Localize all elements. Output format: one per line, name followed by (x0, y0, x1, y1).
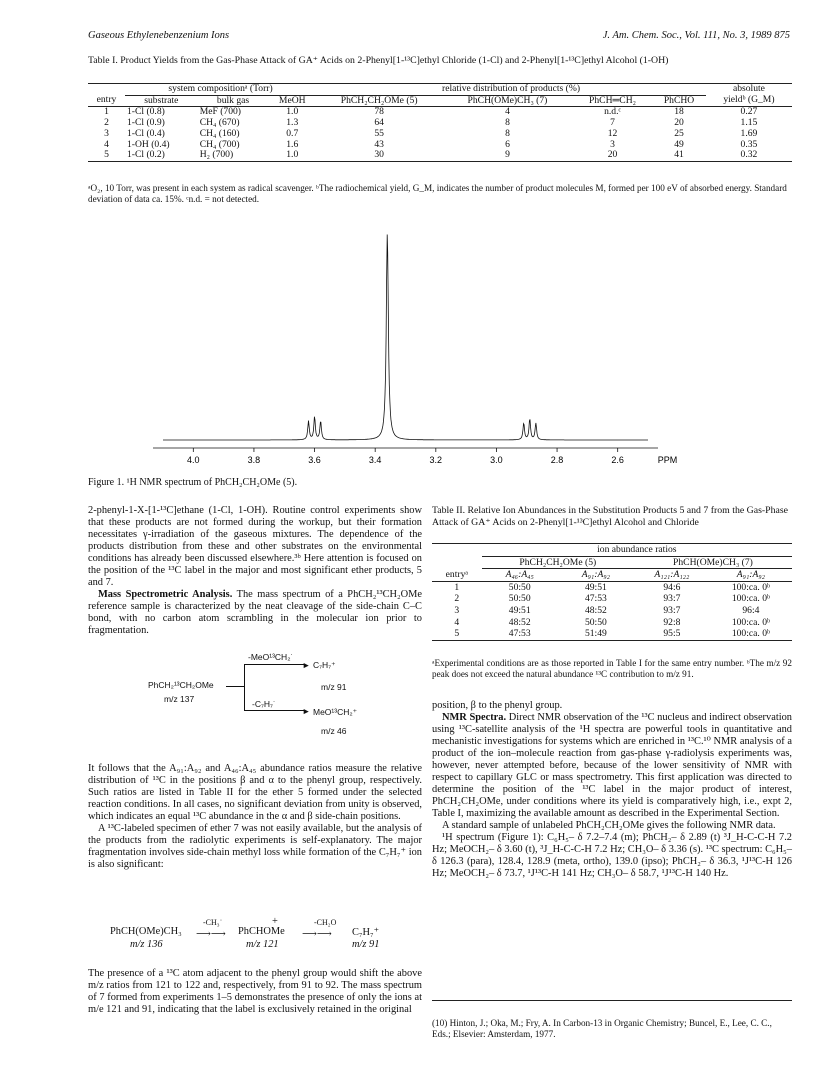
table2-col-header: A₉₁:A₉₂ (581, 569, 610, 581)
right-column (432, 700, 792, 880)
table1-cell: CH₄ (160) (199, 127, 240, 139)
table1-cell: 6 (505, 138, 510, 150)
table1-cell: 64 (374, 117, 384, 129)
table2-cell: 100:ca. 0ᵇ (731, 616, 770, 628)
table1-cell: 9 (505, 149, 510, 161)
table1-cell: MeF (700) (199, 106, 242, 118)
fragmentation-scheme-1: PhCH₂¹³CH₂OMe m/z 137 ► ► -MeO¹³CH₂˙ C₇H₇⁺ m/z 91 -C₇H₇˙ MeO¹³CH₂⁺ m/z 46 (148, 652, 358, 736)
table1-row (88, 150, 792, 161)
scheme1-product-top-mz: m/z 91 (321, 682, 347, 692)
scheme1-parent-mz: m/z 137 (164, 694, 195, 704)
table2 (432, 543, 792, 641)
table1-cell: 1.6 (286, 138, 299, 150)
table1-cell: 30 (374, 149, 384, 161)
figure1-caption: Figure 1. ¹H NMR spectrum of PhCH₂CH₂OMe (5). (88, 477, 298, 488)
table1-col-header: bulk gas (216, 94, 250, 106)
table1-cell: 43 (374, 138, 384, 150)
table2-cell: 50:50 (508, 593, 531, 605)
table2-cell: 51:49 (584, 628, 607, 640)
scheme2-ether7: PhCH(OMe)CH₃ (110, 926, 182, 937)
table1-row (88, 129, 792, 140)
table1-cell: 0.27 (740, 106, 758, 118)
table1-cell: 7 (610, 117, 615, 129)
table1-cell: 49 (674, 138, 684, 150)
nmr-tick-label: 3.0 (490, 455, 503, 465)
table2-cell: 5 (454, 628, 460, 640)
nmr-tick-label: 4.0 (187, 455, 200, 465)
table1-cell: 1.3 (286, 117, 299, 129)
table1-cell: 1-Cl (0.9) (126, 117, 165, 129)
table2-cell: 50:50 (584, 616, 607, 628)
table1-cell: 4 (104, 138, 109, 150)
table1 (88, 83, 792, 162)
table1-cell: 78 (374, 106, 384, 118)
table1-cell: 55 (374, 127, 384, 139)
table2-cell: 93:7 (663, 604, 681, 616)
table1-row (88, 118, 792, 129)
nmr-tick-label: 3.6 (308, 455, 321, 465)
table2-col-header: A₉₁:A₉₂ (736, 569, 766, 581)
table2-col-header: A₁₂₁:A₁₂₂ (654, 569, 690, 581)
table1-cell: 1-Cl (0.2) (126, 149, 165, 161)
nmr-tick-label: 3.4 (368, 455, 382, 465)
table1-col-header: PhCH(OMe)CH₃ (7) (467, 94, 548, 106)
table1-cell: 2 (104, 117, 109, 129)
table2-cell: 47:53 (508, 628, 531, 640)
table2-cell: 4 (454, 616, 460, 628)
scheme2-ether7-mz: m/z 136 (130, 939, 163, 950)
table2-cell: 2 (454, 593, 460, 605)
nmr-tick-label: 3.8 (247, 455, 261, 465)
table1-caption: Table I. Product Yields from the Gas-Phase Attack of GA⁺ Acids on 2-Phenyl[1-¹³C]ethyl Chloride (1-Cl) and 2-Phenyl[1-¹³C]ethyl Alcohol (1-OH) (88, 55, 669, 66)
nmr-figure (88, 220, 792, 470)
table2-sub5: PhCH₂CH₂OMe (5) (482, 556, 634, 569)
table1-cell: 8 (505, 117, 510, 129)
table1-cell: 4 (505, 106, 510, 118)
table2-cell: 93:7 (663, 593, 681, 605)
table2-row (432, 605, 792, 617)
table1-footnote: ᵃO₂, 10 Torr, was present in each system as radical scavenger. ᵇThe radiochemical yield, G_M, indicates the number of product molecules M, formed per 100 eV of absorbed energy. Standard deviation of data ca. 15%. ᶜn.d. = not detected. (88, 183, 787, 204)
table2-cell: 95:5 (663, 628, 681, 640)
table2-caption: Table II. Relative Ion Abundances in the Substitution Products 5 and 7 from the Gas-Phase Attack of GA⁺ Acids on 2-Phenyl[1-¹³C]ethyl Alcohol and Chloride (432, 505, 789, 528)
table2-footnote: ᵃExperimental conditions are as those reported in Table I for the same entry number. ᵇThe m/z 92 peak does not exceed the natural abundance ¹³C contribution to m/z 91. (432, 658, 792, 679)
reference-10: (10) Hinton, J.; Oka, M.; Fry, A. In Carbon-13 in Organic Chemistry; Buncel, E., Lee, C. C., Eds.; Elsevier: Amsterdam, 1977. (432, 1018, 772, 1039)
table2-cell: 48:52 (584, 604, 607, 616)
nmr-trace (163, 235, 648, 441)
table1-cell: 41 (674, 149, 684, 161)
table2-cell: 48:52 (508, 616, 531, 628)
journal-citation: J. Am. Chem. Soc., Vol. 111, No. 3, 1989 875 (602, 30, 790, 41)
table1-cell: 1-OH (0.4) (126, 138, 170, 150)
table1-row (88, 140, 792, 151)
scheme2-arrow2-label: -CH₂O (314, 918, 337, 927)
table2-sub7: PhCH(OMe)CH₃ (7) (634, 556, 792, 569)
table2-cell: 94:6 (663, 581, 681, 593)
left-paragraph-3: It follows that the A₉₁:A₉₂ and A₄₆:A₄₅ abundance ratios measure the relative distribution of ¹³C in the positions β and α to the phenyl group, respectively. Such ratios are listed in Table II for the ether 5 formed under the selected reaction conditions. In all cases, no significant deviation from unity is observed, which indicates an equal ¹³C abundance in the α and β side-chain positions. (88, 763, 422, 822)
right-paragraph-3: A standard sample of unlabeled PhCH₂CH₂OMe gives the following NMR data. (442, 820, 776, 831)
table2-cell: 96:4 (742, 604, 760, 616)
right-paragraph-1: position, β to the phenyl group. (432, 700, 563, 711)
table1-cell: 8 (505, 127, 510, 139)
left-column-cont (88, 763, 422, 871)
table1-col-header: entry (96, 94, 117, 106)
scheme1-product-bottom: MeO¹³CH₂⁺ (313, 707, 358, 717)
table1-cell: 3 (610, 138, 615, 150)
table2-group: ion abundance ratios (482, 544, 792, 557)
scheme2-plus: + (272, 916, 278, 927)
scheme1-loss-bottom: -C₇H₇˙ (252, 699, 276, 709)
table1-cell: CH₄ (670) (199, 117, 240, 129)
nmr-tick-label: 3.2 (429, 455, 443, 465)
table1-cell: 18 (674, 106, 684, 118)
table1-cell: n.d.ᶜ (604, 106, 621, 118)
scheme2-intermediate: PhCHOMe (238, 926, 285, 937)
table2-cell: 49:51 (584, 581, 607, 593)
right-paragraph-4: ¹H spectrum (Figure 1): C₆H₅– δ 7.2–7.4 (m); PhCH₂– δ 2.89 (t) ³J_H-C-C-H 7.2 Hz; MeOCH₂– δ 3.60 (t), ³J_H-C-C-H 7.2 Hz; CH₃O– δ 3.36 (s). ¹³C spectrum: C₆H₅– δ 126.3 (para), 128.4, 128.9 (meta, ortho), 139.0 (ipso); PhCH₂– δ 36.3, ¹J¹³C-H 126 Hz; MeOCH₂– δ 73.7, ¹J¹³C-H 141 Hz; CH₃O– δ 58.7, ¹J¹³C-H 140 Hz. (432, 832, 792, 879)
right-paragraph-2: Direct NMR observation of the ¹³C nucleus and indirect observation using ¹³C-satellite analysis of the ¹H spectra are powerful tools in quantitative and mechanistic investigations for systems which are enriched in ¹³C.¹⁰ NMR analysis of a product of the ion–molecule reaction from gas-phase γ-radiolysis experiments was, however, never attempted before, because of the lower sensitivity of NMR with respect to capillary GLC or mass spectrometry. This first application was directed to determine the position of the ¹³C label in the major product of interest, PhCH₂CH₂OMe, under conditions where its yield is comparatively high, i.e., expt 2, Table I, maximizing the available amount as described in the Experimental Section. (432, 712, 792, 819)
table1-col-header: PhCH₂CH₂OMe (5) (340, 94, 418, 106)
table2-row (432, 617, 792, 629)
left-column (88, 505, 422, 637)
table1-cell: 0.32 (740, 149, 758, 161)
table1-cell: 1.0 (286, 149, 299, 161)
nmr-tick-label: 2.8 (550, 455, 564, 465)
table2-cell: 49:51 (508, 604, 531, 616)
running-title: Gaseous Ethylenebenzenium Ions (88, 30, 230, 41)
table2-row (432, 593, 792, 605)
table1-cell: 20 (674, 117, 684, 129)
table1-cell: 25 (674, 127, 684, 139)
table1-cell: 1-Cl (0.4) (126, 127, 165, 139)
table1-cell: 20 (607, 149, 618, 161)
table1-cell: 0.7 (286, 127, 299, 139)
mass-spec-heading: Mass Spectrometric Analysis. (98, 589, 233, 600)
left-paragraph-5: The presence of a ¹³C atom adjacent to the phenyl group would shift the above m/z ratios from 121 to 122 and, respectively, from 91 to 92. The mass spectrum of 7 formed from experiments 1–5 demonstrates the presence of only the ions at m/e 121 and 91, indicating that the label is exclusively retained in the original (88, 968, 422, 1015)
scheme2-intermediate-mz: m/z 121 (246, 939, 279, 950)
table1-cell: 1 (104, 106, 109, 118)
table1-group-relative: relative distribution of products (%) (316, 84, 706, 96)
scheme2-arrow1-label: -CH₃˙ (203, 918, 223, 927)
table1-col-header: substrate (144, 94, 179, 106)
table2-cell: 1 (454, 581, 460, 593)
scheme1-parent: PhCH₂¹³CH₂OMe (148, 680, 214, 690)
table1-row (88, 107, 792, 118)
table1-col-header: PhCH═CH₂ (589, 94, 636, 106)
table1-cell: CH₄ (700) (199, 138, 240, 150)
scheme1-loss-top: -MeO¹³CH₂˙ (248, 652, 294, 662)
nmr-heading: NMR Spectra. (442, 712, 507, 723)
table2-cell: 50:50 (508, 581, 531, 593)
table1-group-system: system compositionᵃ (Torr) (125, 84, 316, 96)
table2-col-header: entryᵃ (445, 568, 468, 580)
table2-cell: 100:ca. 0ᵇ (731, 593, 770, 605)
table1-group-absolute: absolute (732, 83, 765, 95)
left-paragraph-1: 2-phenyl-1-X-[1-¹³C]ethane (1-Cl, 1-OH). Routine control experiments show that these products are not formed during the workup, but their formation necessitates γ-irradiation of the gaseous mixtures. The dependence of the products distribution from these and other substrates on the environmental conditions has already been discussed elsewhere.³ᵇ Here attention is focused on the position of the ¹³C label in the major and most significant ether products, 5 and 7. (88, 505, 422, 588)
table1-cell: 1.0 (286, 106, 299, 118)
table1-cell: 1.69 (740, 127, 758, 139)
table1-col-header: MeOH (278, 94, 306, 106)
table2-cell: 100:ca. 0ᵇ (731, 628, 770, 640)
table1-cell: H₂ (700) (199, 149, 234, 161)
table1-col-header: yieldᵇ (G_M) (723, 94, 775, 106)
table1-cell: 1-Cl (0.8) (126, 106, 165, 118)
table2-cell: 92:8 (663, 616, 681, 628)
table2-row (432, 581, 792, 593)
nmr-unit-label: PPM (657, 455, 678, 465)
table2-cell: 100:ca. 0ᵇ (731, 581, 770, 593)
left-paragraph-2: The mass spectrum of a PhCH₂¹³CH₂OMe reference sample is characterized by the neat cleavage of the side-chain C–C bond, with no carbon atom scrambling in the molecular ion prior to fragmentation. (88, 589, 422, 636)
table2-col-header: A₄₆:A₄₅ (505, 569, 534, 581)
table2-cell: 47:53 (584, 593, 607, 605)
fragmentation-scheme-2: PhCH(OMe)CH₃ m/z 136 -CH₃˙ ⟶⟶ + PhCHOMe m/z 121 -CH₂O ⟶⟶ C₇H₇⁺ m/z 91 (110, 916, 380, 950)
table1-col-header: PhCHO (663, 94, 695, 106)
scheme2-product: C₇H₇⁺ (352, 927, 380, 938)
scheme1-product-bottom-mz: m/z 46 (321, 726, 347, 736)
table2-cell: 3 (454, 604, 460, 616)
table1-cell: 0.35 (740, 138, 758, 150)
table1-cell: 3 (104, 127, 109, 139)
table1-cell: 5 (104, 149, 109, 161)
table1-cell: 12 (607, 127, 618, 139)
nmr-tick-label: 2.6 (611, 455, 624, 465)
left-paragraph-4: A ¹³C-labeled specimen of ether 7 was not easily available, but the analysis of the products from the radiolytic experiments is self-explanatory. The major fragmentation involves side-chain methyl loss while formation of the C₇H₇⁺ ion is also significant: (88, 823, 422, 870)
table2-row (432, 628, 792, 640)
table1-cell: 1.15 (740, 117, 758, 129)
scheme2-product-mz: m/z 91 (352, 939, 380, 950)
scheme1-product-top: C₇H₇⁺ (313, 660, 336, 670)
